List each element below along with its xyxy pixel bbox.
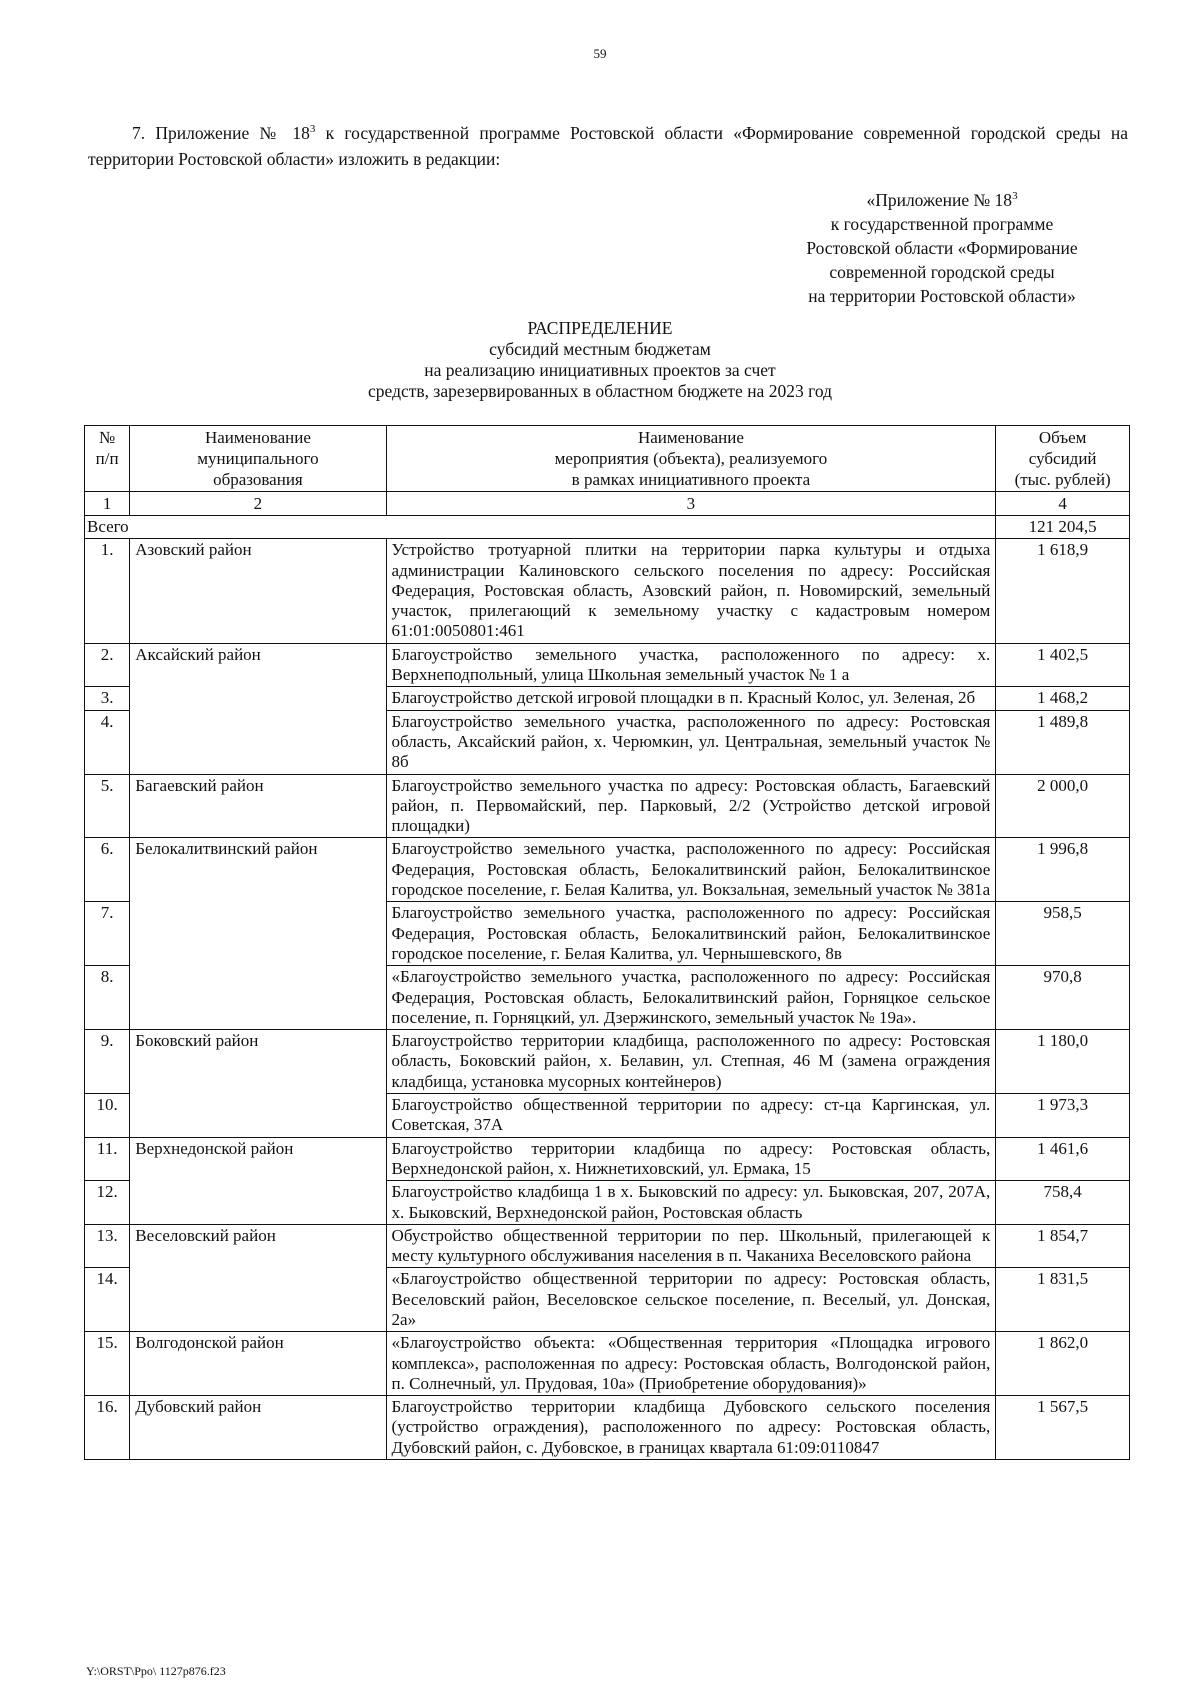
column-number-row: [85, 492, 1130, 516]
row-number: 4.: [85, 710, 130, 774]
table-row: [85, 1396, 1130, 1460]
header-row: [85, 426, 1130, 492]
footer-file-path: Y:\ORST\Ppo\ 1127p876.f23: [86, 1664, 226, 1678]
total-row: [85, 516, 1130, 539]
total-label: Всего: [85, 516, 996, 539]
subsidy-amount: 1 831,5: [996, 1268, 1130, 1332]
appendix-line: Ростовской области «Формирование: [806, 238, 1078, 258]
subsidy-amount: 1 461,6: [996, 1137, 1130, 1181]
project-description: Благоустройство кладбища 1 в х. Быковский по адресу: ул. Быковская, 207, 207А, х. Быковский, Верхнедонской район, Ростовская область: [386, 1181, 996, 1225]
district-name: Веселовский район: [130, 1224, 386, 1331]
subsidy-amount: 1 402,5: [996, 643, 1130, 687]
column-number-cell: 1: [85, 492, 130, 516]
project-description: Благоустройство земельного участка, расположенного по адресу: Российская Федерация, Ростовская область, Белокалитвинский район, Белокалитвинское городское поселение, г. Белая Калитва, ул. Вокзальная, земельный участок № 381а: [386, 838, 996, 902]
subsidy-amount: 1 862,0: [996, 1332, 1130, 1396]
district-name: Дубовский район: [130, 1396, 386, 1460]
row-number: 13.: [85, 1224, 130, 1268]
subsidy-amount: 970,8: [996, 966, 1130, 1030]
district-name: Верхнедонской район: [130, 1137, 386, 1224]
total-value: 121 204,5: [996, 516, 1130, 539]
appendix-line: [762, 188, 1122, 212]
project-description: «Благоустройство земельного участка, расположенного по адресу: Российская Федерация, Ростовская область, Белокалитвинский район, Горняцкое сельское поселение, п. Горняцкий, ул. Дзержинского, земельный участок № 19а».: [386, 966, 996, 1030]
project-description: Благоустройство детской игровой площадки в п. Красный Колос, ул. Зеленая, 2б: [386, 687, 996, 710]
intro-superscript: 3: [309, 123, 316, 135]
table-row: [85, 643, 1130, 687]
row-number: 8.: [85, 966, 130, 1030]
header-cell: Наименование муниципального образования: [130, 426, 386, 492]
title-line: на реализацию инициативных проектов за счет: [424, 360, 776, 380]
district-name: Боковский район: [130, 1030, 386, 1137]
row-number: 5.: [85, 774, 130, 838]
title-line: субсидий местным бюджетам: [489, 339, 711, 359]
row-number: 10.: [85, 1094, 130, 1138]
subsidy-amount: 1 468,2: [996, 687, 1130, 710]
project-description: Обустройство общественной территории по пер. Школьный, прилегающей к месту культурного обслуживания населения в п. Чаканиха Веселовского района: [386, 1224, 996, 1268]
title-line: средств, зарезервированных в областном бюджете на 2023 год: [368, 381, 832, 401]
intro-text-before: 7. Приложение № 18: [132, 123, 310, 143]
row-number: 15.: [85, 1332, 130, 1396]
appendix-line: к государственной программе: [830, 214, 1054, 234]
project-description: Устройство тротуарной плитки на территории парка культуры и отдыха администрации Калиновского сельского поселения по адресу: Российская Федерация, Ростовская область, Азовский район, п. Новомирский, земельный участок, прилегающий к земельному участку с кадастровым номером 61:01:0050801:461: [386, 539, 996, 643]
row-number: 9.: [85, 1030, 130, 1094]
row-number: 2.: [85, 643, 130, 687]
intro-paragraph: [88, 120, 1128, 172]
row-number: 14.: [85, 1268, 130, 1332]
appendix-line: современной городской среды: [829, 262, 1055, 282]
project-description: Благоустройство территории кладбища Дубовского сельского поселения (устройство ограждения), расположенного по адресу: Ростовская область, Дубовский район, с. Дубовское, в границах квартала 61:09:0110847: [386, 1396, 996, 1460]
subsidy-amount: 758,4: [996, 1181, 1130, 1225]
document-title: [0, 318, 1200, 402]
project-description: «Благоустройство общественной территории по адресу: Ростовская область, Веселовский район, Веселовское сельское поселение, п. Веселый, ул. Донская, 2а»: [386, 1268, 996, 1332]
row-number: 3.: [85, 687, 130, 710]
appendix-line: на территории Ростовской области»: [808, 286, 1076, 306]
subsidy-amount: 2 000,0: [996, 774, 1130, 838]
district-name: Аксайский район: [130, 643, 386, 774]
project-description: Благоустройство территории кладбища, расположенного по адресу: Ростовская область, Боковский район, х. Белавин, ул. Степная, 46 М (замена ограждения кладбища, установка мусорных контейнеров): [386, 1030, 996, 1094]
header-cell: № п/п: [85, 426, 130, 492]
column-number-cell: 3: [386, 492, 996, 516]
row-number: 7.: [85, 902, 130, 966]
page-number: 59: [593, 46, 607, 61]
intro-text-after: к государственной программе Ростовской области «Формирование современной городской среды на территории Ростовской области» изложить в редакции:: [88, 123, 1129, 169]
row-number: 16.: [85, 1396, 130, 1460]
column-number-cell: 2: [130, 492, 386, 516]
district-name: Азовский район: [130, 539, 386, 643]
project-description: «Благоустройство объекта: «Общественная территория «Площадка игрового комплекса», расположенная по адресу: Ростовская область, Волгодонской район, п. Солнечный, ул. Прудовая, 10а» (Приобретение оборудования)»: [386, 1332, 996, 1396]
district-name: Багаевский район: [130, 774, 386, 838]
table-row: [85, 1224, 1130, 1268]
table-body: [85, 516, 1130, 1460]
project-description: Благоустройство земельного участка по адресу: Ростовская область, Багаевский район, п. Первомайский, пер. Парковый, 2/2 (Устройство детской игровой площадки): [386, 774, 996, 838]
table-row: [85, 1030, 1130, 1094]
table-row: [85, 539, 1130, 643]
subsidy-table: [84, 425, 1130, 1460]
subsidy-amount: 958,5: [996, 902, 1130, 966]
header-cell: Наименование мероприятия (объекта), реализуемого в рамках инициативного проекта: [386, 426, 996, 492]
table-row: [85, 1137, 1130, 1181]
subsidy-amount: 1 180,0: [996, 1030, 1130, 1094]
subsidy-amount: 1 854,7: [996, 1224, 1130, 1268]
appendix-line-text: «Приложение № 18: [866, 190, 1013, 210]
row-number: 12.: [85, 1181, 130, 1225]
project-description: Благоустройство территории кладбища по адресу: Ростовская область, Верхнедонской район, х. Нижнетиховский, ул. Ермака, 15: [386, 1137, 996, 1181]
district-name: Волгодонской район: [130, 1332, 386, 1396]
subsidy-amount: 1 618,9: [996, 539, 1130, 643]
project-description: Благоустройство земельного участка, расположенного по адресу: Ростовская область, Аксайский район, х. Черюмкин, ул. Центральная, земельный участок № 8б: [386, 710, 996, 774]
table-row: [85, 774, 1130, 838]
column-number-cell: 4: [996, 492, 1130, 516]
subsidy-amount: 1 973,3: [996, 1094, 1130, 1138]
table-row: [85, 838, 1130, 902]
row-number: 11.: [85, 1137, 130, 1181]
table-row: [85, 1332, 1130, 1396]
subsidy-amount: 1 996,8: [996, 838, 1130, 902]
subsidy-amount: 1 567,5: [996, 1396, 1130, 1460]
project-description: Благоустройство земельного участка, расположенного по адресу: Российская Федерация, Ростовская область, Белокалитвинский район, Белокалитвинское городское поселение, г. Белая Калитва, ул. Чернышевского, 8в: [386, 902, 996, 966]
district-name: Белокалитвинский район: [130, 838, 386, 1030]
project-description: Благоустройство земельного участка, расположенного по адресу: х. Верхнеподпольный, улица Школьная земельный участок № 1 а: [386, 643, 996, 687]
appendix-header: [762, 188, 1122, 308]
appendix-superscript: 3: [1012, 190, 1018, 202]
subsidy-amount: 1 489,8: [996, 710, 1130, 774]
project-description: Благоустройство общественной территории по адресу: ст-ца Каргинская, ул. Советская, 37А: [386, 1094, 996, 1138]
header-cell: Объем субсидий (тыс. рублей): [996, 426, 1130, 492]
row-number: 6.: [85, 838, 130, 902]
table-header: [85, 426, 1130, 516]
title-line: РАСПРЕДЕЛЕНИЕ: [527, 318, 673, 338]
row-number: 1.: [85, 539, 130, 643]
